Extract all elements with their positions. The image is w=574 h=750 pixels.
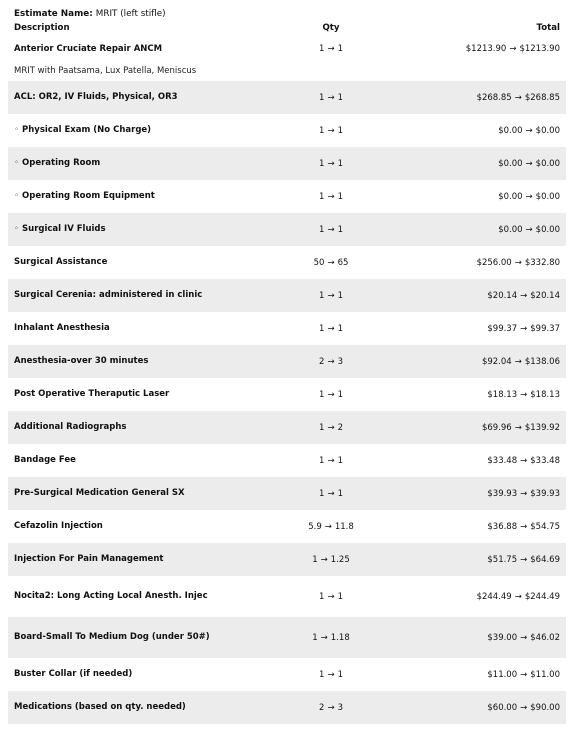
item-qty [268, 324, 394, 334]
total-to: $90.00 [530, 702, 560, 713]
total-from: $51.75 [487, 554, 518, 565]
qty-from: 1 [312, 554, 318, 565]
table-row [8, 411, 566, 444]
total-to: $0.00 [535, 125, 560, 136]
item-total [394, 592, 566, 602]
qty-to: 3 [337, 702, 343, 713]
table-row [8, 180, 566, 213]
item-total [394, 159, 566, 169]
arrow-icon: → [525, 191, 533, 202]
total-from: $0.00 [498, 125, 523, 136]
item-note: MRIT with Paatsama, Lux Patella, Meniscus [14, 66, 197, 76]
item-qty [268, 225, 394, 235]
qty-from: 2 [319, 702, 325, 713]
arrow-icon: → [327, 158, 335, 169]
description-column-header: Description [14, 23, 70, 33]
arrow-icon: → [520, 632, 528, 643]
arrow-icon: → [514, 257, 522, 268]
arrow-icon: → [327, 125, 335, 136]
total-to: $268.85 [524, 92, 560, 103]
table-row [8, 691, 566, 724]
qty-to: 1 [337, 158, 343, 169]
item-qty [268, 592, 394, 602]
item-total [394, 93, 566, 103]
arrow-icon: → [327, 591, 335, 602]
arrow-icon: → [520, 669, 528, 680]
qty-to: 1 [337, 44, 343, 54]
table-row [8, 658, 566, 691]
total-from: $0.00 [498, 224, 523, 235]
item-qty [268, 357, 394, 367]
arrow-icon: → [525, 158, 533, 169]
table-row [8, 345, 566, 378]
qty-from: 1 [319, 669, 325, 680]
item-description: Anesthesia-over 30 minutes [14, 356, 149, 366]
item-qty [268, 522, 394, 532]
table-row [8, 444, 566, 477]
item-total [394, 390, 566, 400]
total-from: $0.00 [498, 158, 523, 169]
arrow-icon: → [520, 521, 528, 532]
total-from: $18.13 [487, 389, 518, 400]
item-total [394, 291, 566, 301]
total-to: $39.93 [530, 488, 560, 499]
qty-to: 1 [337, 455, 343, 466]
total-to: $99.37 [530, 323, 560, 334]
qty-from: 1 [312, 632, 318, 643]
arrow-icon: → [514, 591, 522, 602]
table-row [8, 543, 566, 576]
total-to: $46.02 [530, 632, 560, 643]
qty-to: 1 [337, 92, 343, 103]
total-from: $268.85 [476, 92, 512, 103]
arrow-icon: → [327, 422, 335, 433]
arrow-icon: → [320, 632, 328, 643]
item-description: Surgical Cerenia: administered in clinic [14, 290, 203, 300]
qty-to: 1 [337, 224, 343, 235]
item-description [8, 158, 268, 169]
total-to: $18.13 [530, 389, 560, 400]
item-qty [268, 159, 394, 169]
total-to: $0.00 [535, 158, 560, 169]
item-qty [268, 44, 394, 54]
estimate-name-value: MRIT (left stifle) [95, 9, 166, 19]
total-from: $99.37 [487, 323, 518, 334]
item-description: Nocita2: Long Acting Local Anesth. Injec [14, 591, 208, 601]
table-row [8, 477, 566, 510]
total-from: $33.48 [487, 455, 518, 466]
item-description: Board-Small To Medium Dog (under 50#) [14, 632, 210, 642]
arrow-icon: → [324, 521, 332, 532]
qty-from: 1 [319, 125, 325, 136]
arrow-icon: → [327, 669, 335, 680]
item-total [394, 44, 566, 54]
qty-from: 1 [319, 92, 325, 103]
item-description: Cefazolin Injection [14, 521, 103, 531]
arrow-icon: → [327, 389, 335, 400]
total-from: $20.14 [487, 290, 518, 301]
total-to: $332.80 [524, 257, 560, 268]
item-description: Additional Radiographs [14, 422, 127, 432]
total-to: $11.00 [530, 669, 560, 680]
qty-from: 1 [319, 389, 325, 400]
total-from: $1213.90 [465, 44, 507, 54]
arrow-icon: → [320, 554, 328, 565]
qty-from: 1 [319, 158, 325, 169]
qty-to: 3 [337, 356, 343, 367]
arrow-icon: → [327, 44, 335, 54]
qty-to: 1 [337, 488, 343, 499]
subitem-bullet-icon: ◦ [14, 158, 20, 168]
item-total [394, 258, 566, 268]
total-from: $244.49 [476, 591, 512, 602]
total-from: $39.93 [487, 488, 518, 499]
item-description: Buster Collar (if needed) [14, 669, 133, 679]
item-qty [268, 291, 394, 301]
item-total [394, 489, 566, 499]
arrow-icon: → [514, 356, 522, 367]
item-total [394, 703, 566, 713]
table-row [8, 81, 566, 114]
total-from: $0.00 [498, 191, 523, 202]
qty-to: 1 [337, 191, 343, 202]
total-to: $1213.90 [519, 44, 560, 54]
item-description: Inhalant Anesthesia [14, 323, 110, 333]
item-total [394, 192, 566, 202]
item-qty [268, 456, 394, 466]
item-total [394, 522, 566, 532]
arrow-icon: → [520, 323, 528, 334]
item-description: ACL: OR2, IV Fluids, Physical, OR3 [14, 92, 178, 102]
item-qty [268, 93, 394, 103]
arrow-icon: → [525, 125, 533, 136]
subitem-label: Operating Room [22, 158, 101, 168]
table-row [8, 617, 566, 658]
arrow-icon: → [509, 44, 517, 54]
item-description [8, 224, 268, 235]
arrow-icon: → [525, 224, 533, 235]
total-to: $138.06 [524, 356, 560, 367]
arrow-icon: → [520, 455, 528, 466]
qty-from: 1 [319, 44, 325, 54]
qty-from: 5.9 [308, 521, 322, 532]
qty-from: 1 [319, 591, 325, 602]
item-total [394, 324, 566, 334]
qty-from: 1 [319, 455, 325, 466]
arrow-icon: → [327, 323, 335, 334]
item-description: Post Operative Theraputic Laser [14, 389, 170, 399]
item-qty [268, 633, 394, 643]
total-to: $244.49 [524, 591, 560, 602]
arrow-icon: → [327, 191, 335, 202]
item-description: Medications (based on qty. needed) [14, 702, 186, 712]
item-qty [268, 703, 394, 713]
total-from: $60.00 [487, 702, 518, 713]
qty-to: 1 [337, 389, 343, 400]
item-total [394, 357, 566, 367]
total-to: $64.69 [530, 554, 560, 565]
table-row [8, 279, 566, 312]
item-qty [268, 423, 394, 433]
total-to: $54.75 [530, 521, 560, 532]
total-from: $11.00 [487, 669, 518, 680]
item-description: Injection For Pain Management [14, 554, 164, 564]
total-from: $92.04 [481, 356, 512, 367]
qty-to: 1.25 [330, 554, 350, 565]
subitem-label: Physical Exam (No Charge) [22, 125, 152, 135]
table-row [8, 213, 566, 246]
arrow-icon: → [327, 455, 335, 466]
item-qty [268, 192, 394, 202]
qty-to: 1 [337, 125, 343, 136]
qty-to: 2 [337, 422, 343, 433]
item-total [394, 670, 566, 680]
estimate-name-line [8, 0, 566, 19]
total-column-header: Total [536, 23, 560, 33]
total-from: $69.96 [481, 422, 512, 433]
arrow-icon: → [514, 92, 522, 103]
qty-from: 1 [319, 422, 325, 433]
subitem-bullet-icon: ◦ [14, 125, 20, 135]
arrow-icon: → [327, 257, 335, 268]
arrow-icon: → [327, 224, 335, 235]
qty-from: 2 [319, 356, 325, 367]
arrow-icon: → [327, 356, 335, 367]
item-note-row [8, 61, 566, 81]
qty-from: 50 [313, 257, 325, 268]
arrow-icon: → [520, 488, 528, 499]
total-from: $256.00 [476, 257, 512, 268]
arrow-icon: → [520, 389, 528, 400]
subitem-label: Surgical IV Fluids [22, 224, 106, 234]
item-qty [268, 555, 394, 565]
item-qty [268, 126, 394, 136]
item-description [8, 125, 268, 136]
qty-from: 1 [319, 191, 325, 202]
item-total [394, 126, 566, 136]
table-row [8, 378, 566, 411]
qty-to: 1 [337, 669, 343, 680]
item-description: Bandage Fee [14, 455, 76, 465]
qty-from: 1 [319, 488, 325, 499]
item-total [394, 456, 566, 466]
qty-to: 1 [337, 591, 343, 602]
arrow-icon: → [327, 290, 335, 301]
table-row [8, 246, 566, 279]
total-to: $33.48 [530, 455, 560, 466]
estimate-name-label: Estimate Name: [14, 9, 93, 19]
arrow-icon: → [520, 702, 528, 713]
item-description: Pre-Surgical Medication General SX [14, 488, 185, 498]
item-description: Anterior Cruciate Repair ANCM [14, 43, 163, 54]
subitem-bullet-icon: ◦ [14, 191, 20, 201]
arrow-icon: → [327, 702, 335, 713]
table-row [8, 114, 566, 147]
table-row [8, 312, 566, 345]
item-qty [268, 258, 394, 268]
total-to: $0.00 [535, 191, 560, 202]
qty-from: 1 [319, 224, 325, 235]
qty-to: 1 [337, 323, 343, 334]
table-row [8, 510, 566, 543]
arrow-icon: → [520, 290, 528, 301]
arrow-icon: → [327, 488, 335, 499]
qty-column-header: Qty [322, 23, 340, 33]
item-total [394, 555, 566, 565]
total-from: $39.00 [487, 632, 518, 643]
arrow-icon: → [327, 92, 335, 103]
item-qty [268, 489, 394, 499]
total-to: $20.14 [530, 290, 560, 301]
qty-to: 1 [337, 290, 343, 301]
item-total [394, 423, 566, 433]
qty-to: 65 [337, 257, 349, 268]
total-to: $0.00 [535, 224, 560, 235]
item-description [8, 191, 268, 202]
qty-to: 11.8 [334, 521, 354, 532]
table-header [8, 19, 566, 37]
qty-to: 1.18 [330, 632, 350, 643]
total-to: $139.92 [524, 422, 560, 433]
item-total [394, 633, 566, 643]
subitem-bullet-icon: ◦ [14, 224, 20, 234]
item-qty [268, 390, 394, 400]
arrow-icon: → [514, 422, 522, 433]
estimate-table [8, 19, 566, 724]
table-row [8, 37, 566, 61]
table-row [8, 147, 566, 180]
item-description: Surgical Assistance [14, 257, 108, 267]
total-from: $36.88 [487, 521, 518, 532]
subitem-label: Operating Room Equipment [22, 191, 155, 201]
qty-from: 1 [319, 323, 325, 334]
item-qty [268, 670, 394, 680]
qty-from: 1 [319, 290, 325, 301]
arrow-icon: → [520, 554, 528, 565]
table-row [8, 576, 566, 617]
item-total [394, 225, 566, 235]
